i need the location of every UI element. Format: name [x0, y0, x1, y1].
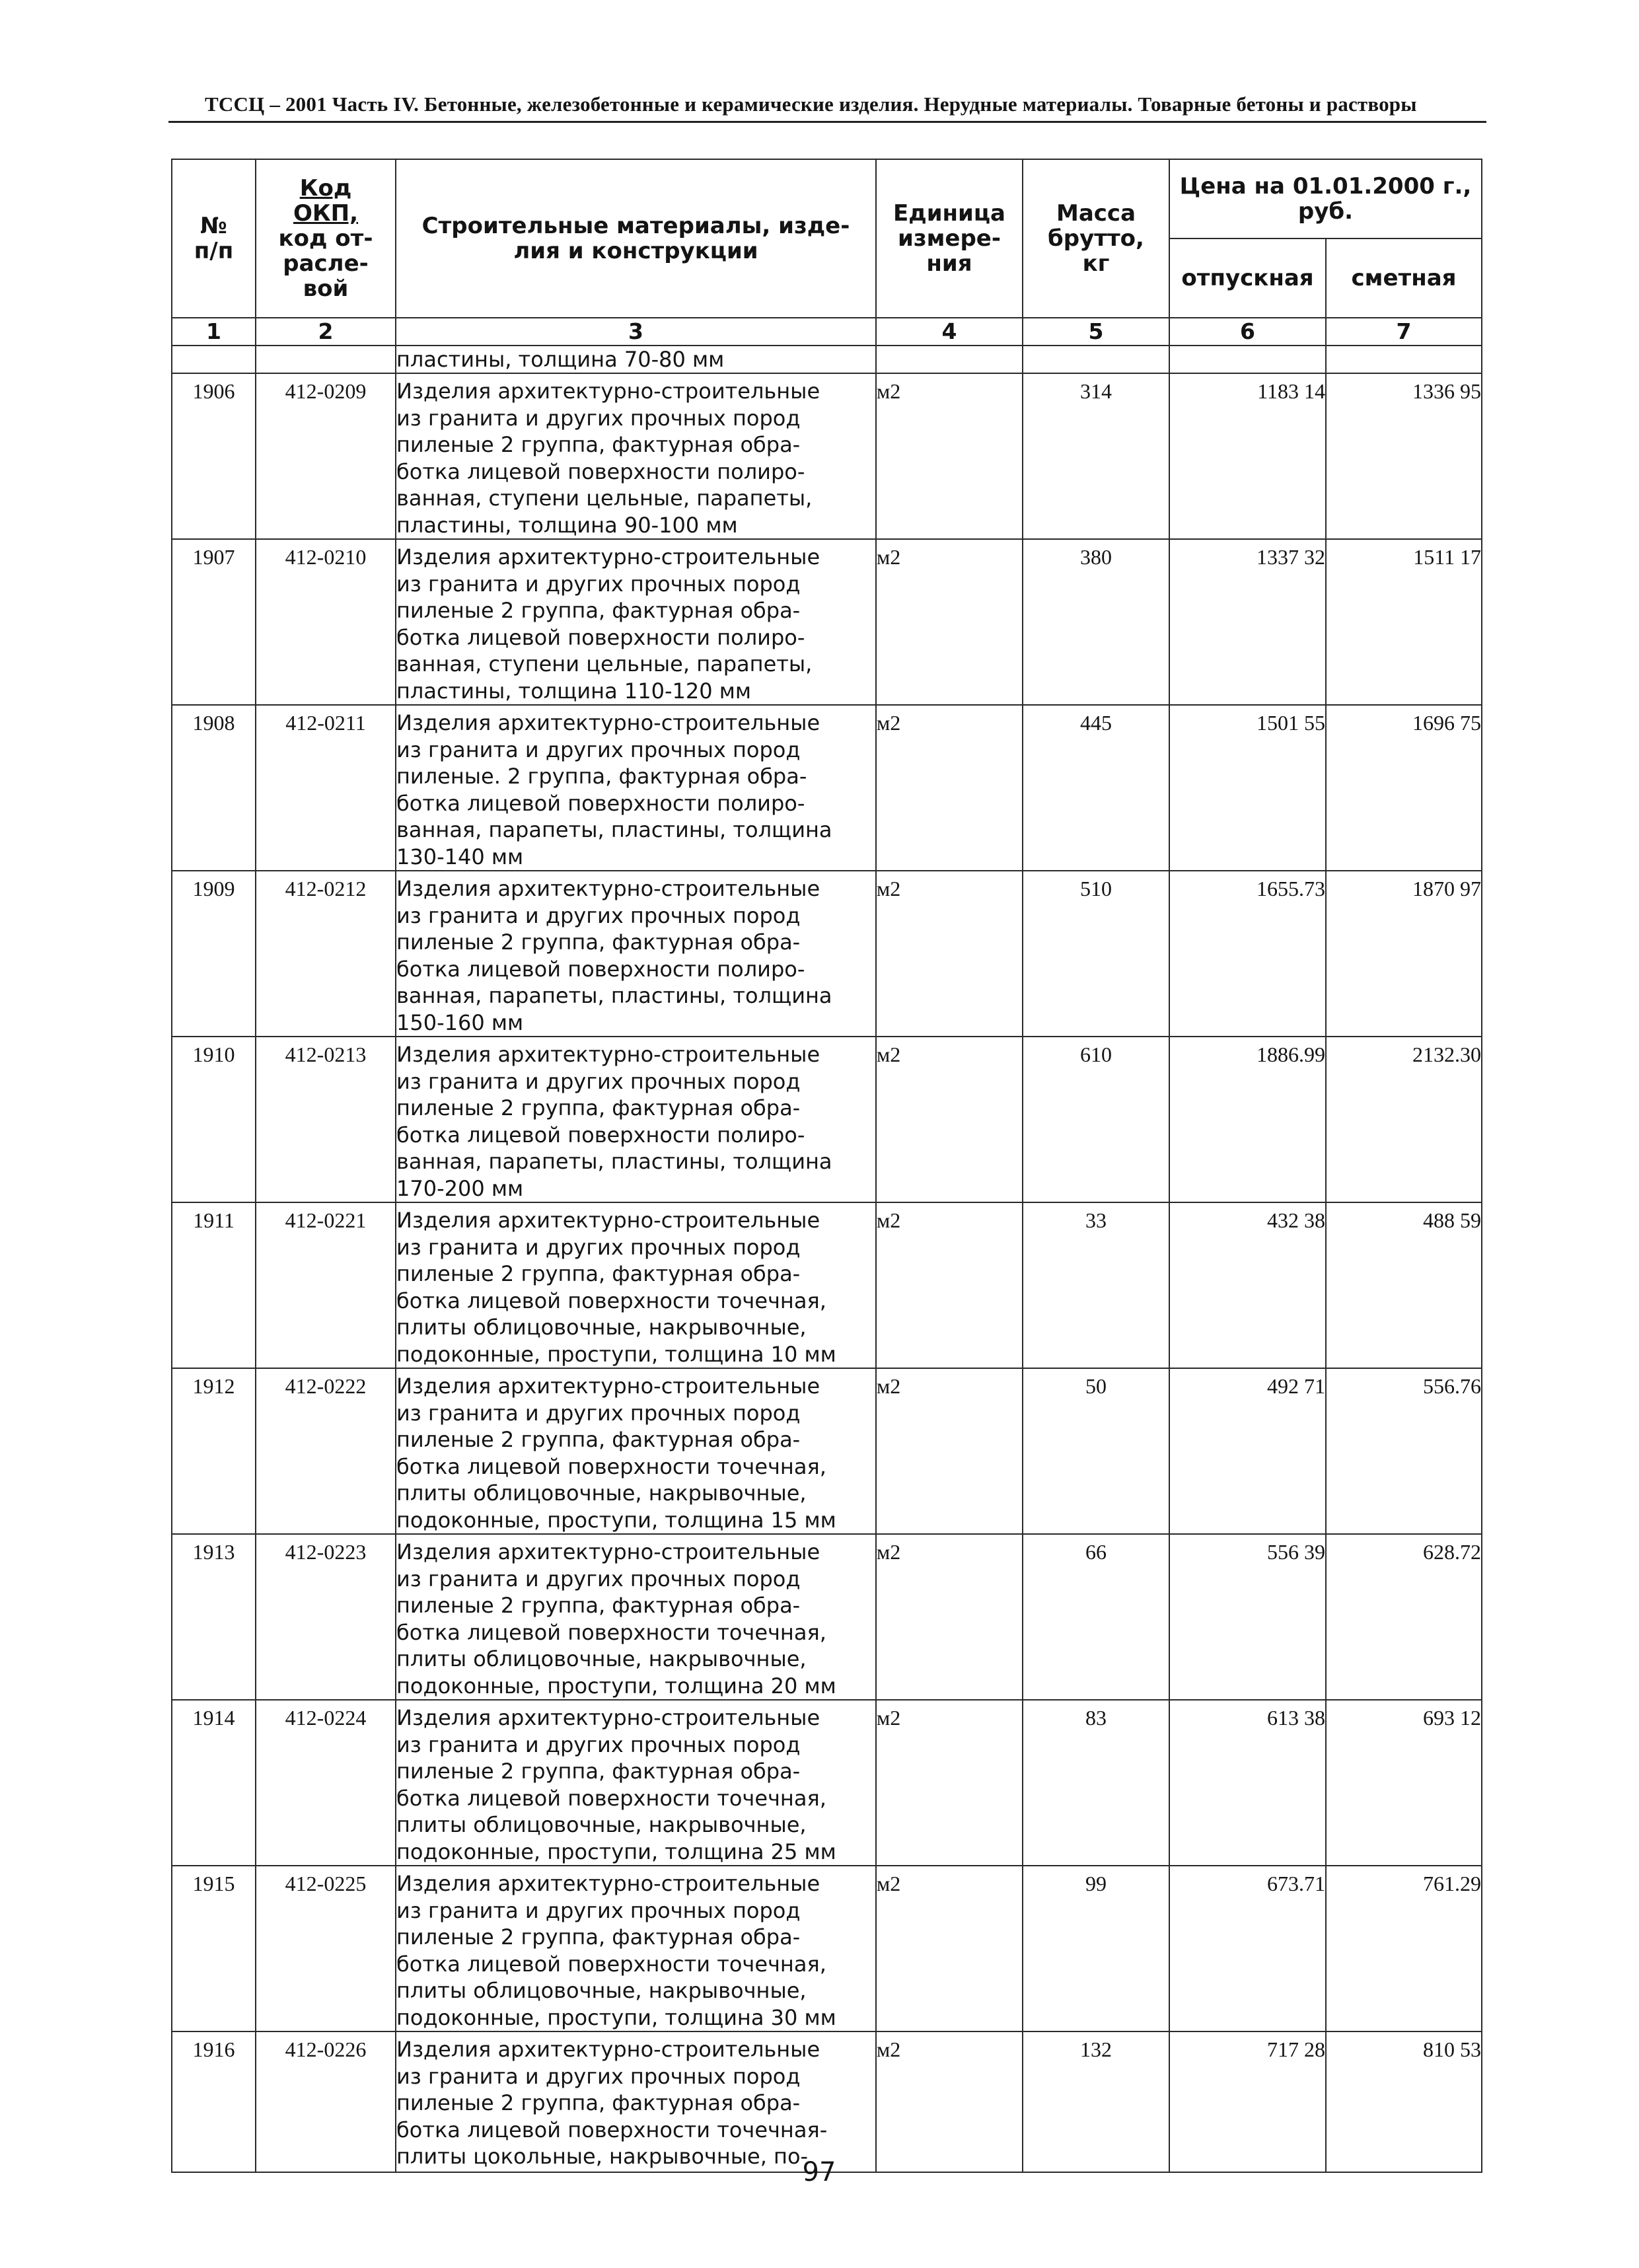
row-unit: м2 — [876, 1534, 1023, 1700]
description-line: Изделия архитектурно-строительные — [396, 876, 820, 901]
row-unit: м2 — [876, 705, 1023, 871]
description-line: из гранита и других прочных пород — [396, 405, 801, 431]
row-code: 412-0224 — [256, 1700, 396, 1866]
column-number: 1 — [172, 318, 256, 346]
description-line: из гранита и других прочных пород — [396, 1234, 801, 1260]
description-line: пиленые 2 группа, фактурная обра- — [396, 1593, 801, 1618]
row-price-estimate: 1511 17 — [1326, 539, 1482, 705]
row-number: 1912 — [172, 1368, 256, 1534]
table-row — [172, 1866, 1482, 2031]
row-price-estimate: 1696 75 — [1326, 705, 1482, 871]
column-number: 3 — [396, 318, 876, 346]
row-description — [396, 1534, 876, 1700]
table-row — [172, 1037, 1482, 1202]
description-line: пиленые 2 группа, фактурная обра- — [396, 432, 801, 457]
row-price-estimate: 488 59 — [1326, 1202, 1482, 1368]
description-line: плиты цокольные, накрывочные, по- — [396, 2144, 809, 2169]
row-description — [396, 373, 876, 539]
description-line: пиленые 2 группа, фактурная обра- — [396, 2090, 801, 2115]
row-mass: 99 — [1023, 1866, 1169, 2031]
table-row — [172, 373, 1482, 539]
description-line: из гранита и других прочных пород — [396, 571, 801, 597]
row-price-estimate: 761.29 — [1326, 1866, 1482, 2031]
row-code: 412-0222 — [256, 1368, 396, 1534]
page-number: 97 — [802, 2157, 836, 2187]
row-mass: 132 — [1023, 2031, 1169, 2172]
row-price-release: 717 28 — [1169, 2031, 1326, 2172]
row-mass: 83 — [1023, 1700, 1169, 1866]
description-line: ванная, парапеты, пластины, толщина — [396, 1149, 832, 1174]
row-price-release: 1655.73 — [1169, 871, 1326, 1037]
header-rule — [168, 121, 1486, 123]
description-line: плиты облицовочные, накрывочные, — [396, 1812, 807, 1837]
header-name: Строительные материалы, изде- лия и конструкции — [396, 159, 876, 318]
row-description — [396, 1037, 876, 1202]
row-price-estimate: 693 12 — [1326, 1700, 1482, 1866]
description-line: ботка лицевой поверхности полиро- — [396, 1122, 805, 1148]
header-unit: Единица измере- ния — [876, 159, 1023, 318]
row-number: 1908 — [172, 705, 256, 871]
description-line: 150-160 мм — [396, 1009, 524, 1035]
row-mass: 510 — [1023, 871, 1169, 1037]
description-line: пиленые 2 группа, фактурная обра- — [396, 1427, 801, 1452]
description-line: плиты облицовочные, накрывочные, — [396, 1315, 807, 1340]
description-line: ботка лицевой поверхности точечная, — [396, 1951, 826, 1977]
continuation-row — [172, 346, 1482, 373]
column-number-row — [172, 318, 1482, 346]
row-code: 412-0209 — [256, 373, 396, 539]
description-line: пиленые. 2 группа, фактурная обра- — [396, 764, 807, 789]
row-code: 412-0221 — [256, 1202, 396, 1368]
row-number: 1907 — [172, 539, 256, 705]
row-number: 1909 — [172, 871, 256, 1037]
row-price-release: 1886.99 — [1169, 1037, 1326, 1202]
table-row — [172, 1534, 1482, 1700]
row-price-release: 492 71 — [1169, 1368, 1326, 1534]
description-line: ванная, парапеты, пластины, толщина — [396, 983, 832, 1008]
table-row — [172, 2031, 1482, 2172]
table-row — [172, 871, 1482, 1037]
description-line: ботка лицевой поверхности полиро- — [396, 458, 805, 484]
row-mass: 314 — [1023, 373, 1169, 539]
table-row — [172, 705, 1482, 871]
price-table — [171, 159, 1482, 2173]
table-row — [172, 539, 1482, 705]
row-unit: м2 — [876, 1202, 1023, 1368]
description-line: Изделия архитектурно-строительные — [396, 1042, 820, 1067]
row-description — [396, 871, 876, 1037]
row-mass: 50 — [1023, 1368, 1169, 1534]
description-line: Изделия архитектурно-строительные — [396, 544, 820, 569]
description-line: Изделия архитектурно-строительные — [396, 1705, 820, 1730]
description-line: подоконные, проступи, толщина 20 мм — [396, 1673, 836, 1699]
row-code: 412-0213 — [256, 1037, 396, 1202]
row-price-release: 556 39 — [1169, 1534, 1326, 1700]
row-price-release: 432 38 — [1169, 1202, 1326, 1368]
row-mass: 610 — [1023, 1037, 1169, 1202]
description-line: плиты облицовочные, накрывочные, — [396, 1646, 807, 1671]
row-number: 1916 — [172, 2031, 256, 2172]
description-line: ботка лицевой поверхности точечная- — [396, 2117, 828, 2142]
description-line: ботка лицевой поверхности точечная, — [396, 1785, 826, 1811]
description-line: пиленые 2 группа, фактурная обра- — [396, 598, 801, 623]
row-price-release: 673.71 — [1169, 1866, 1326, 2031]
row-price-estimate: 810 53 — [1326, 2031, 1482, 2172]
row-price-estimate: 1870 97 — [1326, 871, 1482, 1037]
row-unit: м2 — [876, 539, 1023, 705]
description-line: ботка лицевой поверхности точечная, — [396, 1288, 826, 1313]
table-row — [172, 1202, 1482, 1368]
description-line: ванная, ступени цельные, парапеты, — [396, 486, 813, 511]
description-line: пиленые 2 группа, фактурная обра- — [396, 1095, 801, 1120]
description-line: пиленые 2 группа, фактурная обра- — [396, 1759, 801, 1784]
row-unit: м2 — [876, 871, 1023, 1037]
row-description — [396, 2031, 876, 2172]
column-number: 6 — [1169, 318, 1326, 346]
table-row — [172, 1700, 1482, 1866]
row-price-release: 1337 32 — [1169, 539, 1326, 705]
description-line: пиленые 2 группа, фактурная обра- — [396, 930, 801, 955]
header-price-estimate: сметная — [1326, 238, 1482, 318]
row-description — [396, 1700, 876, 1866]
description-line: Изделия архитектурно-строительные — [396, 379, 820, 404]
row-mass: 445 — [1023, 705, 1169, 871]
description-line: пластины, толщина 110-120 мм — [396, 678, 752, 704]
description-line: подоконные, проступи, толщина 10 мм — [396, 1341, 836, 1367]
continuation-text: пластины, толщина 70-80 мм — [396, 346, 876, 373]
row-description — [396, 705, 876, 871]
description-line: из гранита и других прочных пород — [396, 2063, 801, 2089]
row-price-release: 1501 55 — [1169, 705, 1326, 871]
description-line: Изделия архитектурно-строительные — [396, 1539, 820, 1564]
description-line: подоконные, проступи, толщина 15 мм — [396, 1507, 836, 1533]
row-mass: 66 — [1023, 1534, 1169, 1700]
row-price-release: 1183 14 — [1169, 373, 1326, 539]
description-line: 170-200 мм — [396, 1175, 524, 1201]
column-number: 4 — [876, 318, 1023, 346]
row-description — [396, 539, 876, 705]
table-row — [172, 1368, 1482, 1534]
header-price-release: отпускная — [1169, 238, 1326, 318]
row-mass: 380 — [1023, 539, 1169, 705]
description-line: Изделия архитектурно-строительные — [396, 710, 820, 735]
description-line: ботка лицевой поверхности точечная, — [396, 1453, 826, 1479]
description-line: пиленые 2 группа, фактурная обра- — [396, 1261, 801, 1286]
description-line: Изделия архитектурно-строительные — [396, 1871, 820, 1896]
description-line: из гранита и других прочных пород — [396, 1068, 801, 1094]
description-line: Изделия архитектурно-строительные — [396, 1208, 820, 1233]
row-price-estimate: 1336 95 — [1326, 373, 1482, 539]
running-head: ТССЦ – 2001 Часть IV. Бетонные, железобетонные и керамические изделия. Нерудные материалы. Товарные бетоны и растворы — [205, 92, 1417, 116]
row-description — [396, 1202, 876, 1368]
description-line: пиленые 2 группа, фактурная обра- — [396, 1924, 801, 1950]
description-line: плиты облицовочные, накрывочные, — [396, 1481, 807, 1506]
row-description — [396, 1368, 876, 1534]
row-code: 412-0211 — [256, 705, 396, 871]
row-code: 412-0226 — [256, 2031, 396, 2172]
description-line: из гранита и других прочных пород — [396, 737, 801, 762]
description-line: ванная, ступени цельные, парапеты, — [396, 651, 813, 677]
description-line: Изделия архитектурно-строительные — [396, 1373, 820, 1399]
row-description — [396, 1866, 876, 2031]
column-number: 7 — [1326, 318, 1482, 346]
header-price-group: Цена на 01.01.2000 г., руб. — [1169, 159, 1482, 238]
description-line: 130-140 мм — [396, 844, 524, 869]
row-code: 412-0225 — [256, 1866, 396, 2031]
description-line: ботка лицевой поверхности полиро- — [396, 790, 805, 816]
row-code: 412-0212 — [256, 871, 396, 1037]
row-price-estimate: 2132.30 — [1326, 1037, 1482, 1202]
column-number: 2 — [256, 318, 396, 346]
row-price-release: 613 38 — [1169, 1700, 1326, 1866]
description-line: ботка лицевой поверхности точечная, — [396, 1619, 826, 1645]
row-number: 1906 — [172, 373, 256, 539]
row-code: 412-0210 — [256, 539, 396, 705]
description-line: подоконные, проступи, толщина 30 мм — [396, 2004, 836, 2030]
description-line: ботка лицевой поверхности полиро- — [396, 956, 805, 982]
description-line: ботка лицевой поверхности полиро- — [396, 624, 805, 650]
row-number: 1915 — [172, 1866, 256, 2031]
header-mass: Масса брутто, кг — [1023, 159, 1169, 318]
row-price-estimate: 556.76 — [1326, 1368, 1482, 1534]
column-number: 5 — [1023, 318, 1169, 346]
row-code: 412-0223 — [256, 1534, 396, 1700]
row-number: 1914 — [172, 1700, 256, 1866]
description-line: из гранита и других прочных пород — [396, 902, 801, 928]
header-no: № п/п — [172, 159, 256, 318]
row-unit: м2 — [876, 373, 1023, 539]
description-line: из гранита и других прочных пород — [396, 1566, 801, 1591]
row-unit: м2 — [876, 1037, 1023, 1202]
row-price-estimate: 628.72 — [1326, 1534, 1482, 1700]
description-line: плиты облицовочные, накрывочные, — [396, 1978, 807, 2003]
row-number: 1911 — [172, 1202, 256, 1368]
row-mass: 33 — [1023, 1202, 1169, 1368]
description-line: из гранита и других прочных пород — [396, 1400, 801, 1426]
row-unit: м2 — [876, 2031, 1023, 2172]
description-line: подоконные, проступи, толщина 25 мм — [396, 1839, 836, 1864]
row-number: 1913 — [172, 1534, 256, 1700]
description-line: пластины, толщина 90-100 мм — [396, 512, 738, 538]
description-line: из гранита и других прочных пород — [396, 1732, 801, 1757]
description-line: ванная, парапеты, пластины, толщина — [396, 817, 832, 842]
header-code: Код ОКП, код от- расле- вой — [256, 159, 396, 318]
row-unit: м2 — [876, 1866, 1023, 2031]
row-number: 1910 — [172, 1037, 256, 1202]
description-line: Изделия архитектурно-строительные — [396, 2037, 820, 2062]
row-unit: м2 — [876, 1368, 1023, 1534]
description-line: из гранита и других прочных пород — [396, 1897, 801, 1923]
row-unit: м2 — [876, 1700, 1023, 1866]
